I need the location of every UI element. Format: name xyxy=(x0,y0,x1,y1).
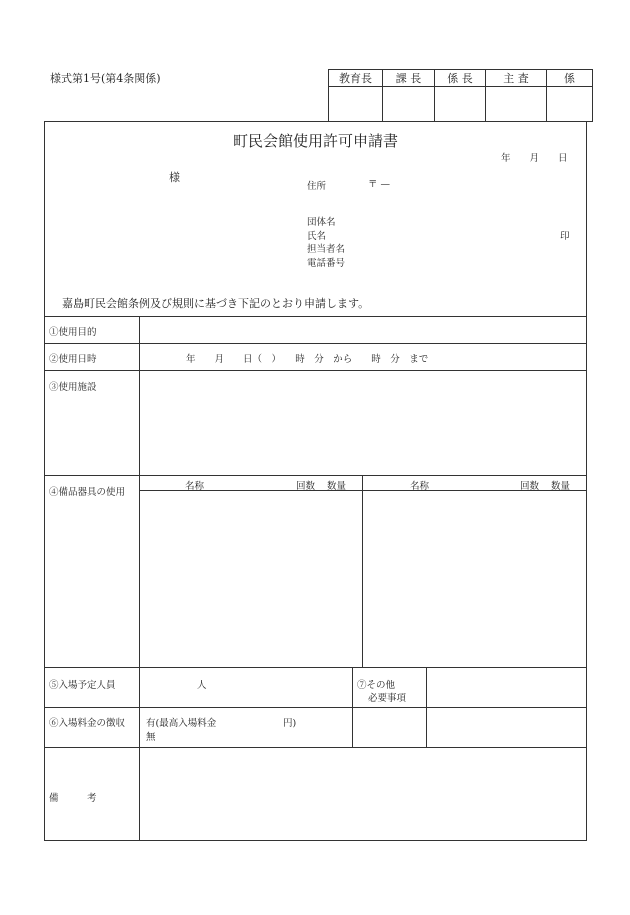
fee-no-option[interactable]: 無 xyxy=(146,732,156,743)
stamp-box[interactable] xyxy=(547,87,593,122)
address-label: 住所 xyxy=(307,181,327,192)
approval-header-staff: 係 xyxy=(547,70,593,87)
contact-person-label: 担当者名 xyxy=(307,244,346,255)
declaration-text: 嘉島町民会館条例及び規則に基づき下記のとおり申請します。 xyxy=(62,297,370,310)
approval-header-inspector: 主 査 xyxy=(486,70,547,87)
facility-label: ③使用施設 xyxy=(49,382,97,393)
row-divider xyxy=(44,343,587,344)
equipment-left-field[interactable] xyxy=(140,491,361,666)
other-matters-label-2: 必要事項 xyxy=(368,693,407,704)
fee-other-divider xyxy=(352,667,353,747)
addressee-honorific: 様 xyxy=(169,171,180,184)
fee-yes-option[interactable]: 有(最高入場料金 xyxy=(146,718,217,729)
other-matters-field[interactable] xyxy=(427,668,586,746)
equipment-left-name-header: 名称 xyxy=(185,481,205,492)
purpose-field[interactable] xyxy=(140,317,586,342)
applicant-name-label: 氏名 xyxy=(307,231,327,242)
approval-header-subsection-chief: 係 長 xyxy=(435,70,486,87)
equipment-label: ④備品器具の使用 xyxy=(49,487,126,498)
equipment-left-count-header: 回数 xyxy=(296,481,316,492)
remarks-field[interactable] xyxy=(140,748,586,840)
group-name-label: 団体名 xyxy=(307,217,336,228)
seal-label: 印 xyxy=(560,231,570,242)
equipment-left-qty-header: 数量 xyxy=(327,481,347,492)
equipment-right-count-header: 回数 xyxy=(520,481,540,492)
equipment-right-name-header: 名称 xyxy=(410,481,430,492)
equipment-right-qty-header: 数量 xyxy=(551,481,571,492)
datetime-label: ②使用日時 xyxy=(49,354,97,365)
equipment-right-field[interactable] xyxy=(363,491,586,666)
approval-stamp-table xyxy=(328,69,593,122)
application-date[interactable]: 年 月 日 xyxy=(501,153,568,164)
approval-header-superintendent: 教育長 xyxy=(329,70,383,87)
attendance-unit[interactable]: 人 xyxy=(197,680,207,691)
attendance-label: ⑤入場予定人員 xyxy=(49,680,116,691)
phone-number-label: 電話番号 xyxy=(307,258,346,269)
stamp-box[interactable] xyxy=(486,87,547,122)
stamp-box[interactable] xyxy=(329,87,383,122)
approval-header-section-chief: 課 長 xyxy=(383,70,435,87)
document-title: 町民会館使用許可申請書 xyxy=(232,132,398,150)
row-divider xyxy=(44,475,587,476)
fee-yen-unit: 円) xyxy=(283,718,297,729)
datetime-field[interactable]: 年 月 日（ ） 時 分 から 時 分 まで xyxy=(186,354,429,365)
facility-field[interactable] xyxy=(140,371,586,474)
fee-label: ⑥入場料金の徴収 xyxy=(49,718,126,729)
purpose-label: ①使用目的 xyxy=(49,327,97,338)
form-number: 様式第1号(第4条関係) xyxy=(50,72,161,85)
other-matters-label: ⑦その他 xyxy=(357,680,396,691)
remarks-label: 備 考 xyxy=(49,793,97,804)
stamp-box[interactable] xyxy=(435,87,486,122)
postal-code-mark[interactable]: 〒 — xyxy=(368,179,391,190)
stamp-box[interactable] xyxy=(383,87,435,122)
